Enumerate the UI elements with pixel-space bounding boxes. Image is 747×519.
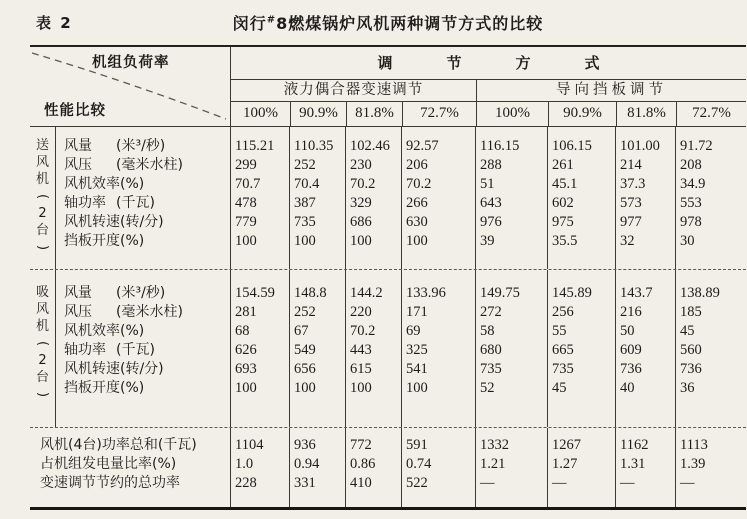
regulation-method-title: 调节方式 [231,47,746,80]
fan-label-char: 台 [35,223,49,238]
table-number-label: 表 2 [36,14,73,32]
value-cell: 206 [406,157,428,173]
value-cell: 256 [552,304,574,320]
value-cell: 50 [620,323,635,339]
fan-label-char: 风 [35,302,49,317]
row-label-name: 风压 [64,157,92,173]
value-cell: 148.8 [294,285,327,301]
row-label [56,213,230,232]
value-cell: 281 [235,304,257,320]
value-cell: 30 [680,233,695,249]
value-cell: 522 [406,475,428,491]
row-label-name: 风量 [64,138,92,154]
row-label [56,175,230,194]
value-cell: 35.5 [552,233,578,249]
value-cell: 37.3 [620,176,646,192]
value-cell: 325 [406,342,428,358]
row-label [56,156,230,175]
row-label-name: 挡板开度(%) [64,380,145,396]
fan-label-char: 台 [35,370,49,385]
value-cell: 665 [552,342,574,358]
value-cell: 609 [620,342,642,358]
value-cell: — [552,475,567,491]
value-cell: 220 [350,304,372,320]
summary-block [30,427,746,507]
data-column [289,270,345,427]
data-column [547,127,615,269]
data-column [615,270,675,427]
value-cell: 410 [350,475,372,491]
value-cell: 45 [552,380,567,396]
row-label [56,360,230,379]
value-cell: 976 [480,214,502,230]
value-cell: 387 [294,195,316,211]
table-body [30,127,746,507]
value-cell: 102.46 [350,138,390,154]
value-cell: 58 [480,323,495,339]
value-cell: 560 [680,342,702,358]
value-cell: 266 [406,195,428,211]
row-label [56,322,230,341]
value-cell: 70.7 [235,176,261,192]
value-cell: 686 [350,214,372,230]
header-right-area [230,47,746,126]
data-column [675,270,745,427]
value-cell: 230 [350,157,372,173]
value-cell: 0.74 [406,456,432,472]
value-cell: 185 [680,304,702,320]
value-cell: 1.21 [480,456,506,472]
value-cell: 70.2 [406,176,432,192]
data-column [547,270,615,427]
row-label-unit: (毫米水柱) [116,304,183,320]
value-cell: 1162 [620,437,649,453]
group-guide-vane: 导向挡板调节 [476,80,746,101]
row-label-name: 风机效率(%) [64,176,145,192]
title-superscript: # [266,14,277,26]
value-cell: 45.1 [552,176,578,192]
value-cell: 1332 [480,437,509,453]
fan-label-char: 吸 [35,285,49,300]
value-cell: 92.57 [406,138,439,154]
value-cell: 32 [620,233,635,249]
fan-label-column [30,127,230,269]
value-cell: 100 [406,380,428,396]
method-group-row [231,80,746,102]
fan-group-vertical-label [30,270,56,427]
summary-row-label: 占机组发电量比率(%) [40,456,177,472]
data-column [475,127,547,269]
row-label-unit: (千瓦) [116,342,155,358]
value-cell: 735 [552,361,574,377]
value-cell: 272 [480,304,502,320]
fan-group-vertical-label [30,127,56,269]
value-cell: 779 [235,214,257,230]
data-column [675,127,745,269]
value-cell: — [680,475,695,491]
value-cell: 100 [235,233,257,249]
load-percent-cell: 72.7% [402,102,476,126]
value-cell: 936 [294,437,316,453]
fan-label-char: 送 [35,138,49,153]
value-cell: 116.15 [480,138,520,154]
value-cell: 443 [350,342,372,358]
load-percent-cell: 100% [243,105,278,121]
value-cell: 214 [620,157,642,173]
data-column [230,127,289,269]
fan-label-char: ( [35,193,50,200]
value-cell: 145.89 [552,285,592,301]
value-cell: 100 [294,233,316,249]
value-cell: 1.27 [552,456,578,472]
value-cell: 149.75 [480,285,520,301]
load-percent-cell: 90.9% [548,102,616,126]
fan-label-char: ) [35,391,50,398]
value-cell: 541 [406,361,428,377]
value-cell: 736 [620,361,642,377]
row-label [56,194,230,213]
value-cell: 52 [480,380,495,396]
value-cell: — [480,475,495,491]
value-cell: 1.31 [620,456,646,472]
value-cell: — [620,475,635,491]
value-cell: 101.00 [620,138,660,154]
data-column [289,127,345,269]
row-label-name: 风压 [64,304,92,320]
summary-labels [30,428,230,507]
value-cell: 288 [480,157,502,173]
row-label-name: 风量 [64,285,92,301]
value-cell: 91.72 [680,138,713,154]
value-cell: 228 [235,475,257,491]
fan-label-column [30,270,230,427]
summary-row-label: 变速调节节约的总功率 [40,475,180,491]
value-cell: 70.4 [294,176,320,192]
row-label-name: 轴功率 [64,342,106,358]
value-cell: 100 [235,380,257,396]
row-label-name: 风机转速(转/分) [64,214,164,230]
value-cell: 977 [620,214,642,230]
row-label-unit: (毫米水柱) [116,157,183,173]
data-column [401,127,475,269]
value-cell: 0.94 [294,456,320,472]
value-cell: 208 [680,157,702,173]
value-cell: 261 [552,157,574,173]
row-label-unit: (千瓦) [116,195,155,211]
value-cell: 975 [552,214,574,230]
load-percent-cell: 81.8% [346,102,402,126]
value-cell: 1.0 [235,456,254,472]
load-percent-cell: 90.9% [290,102,346,126]
row-label [56,379,230,398]
value-cell: 143.7 [620,285,653,301]
value-cell: 216 [620,304,642,320]
value-cell: 252 [294,304,316,320]
value-cell: 978 [680,214,702,230]
row-label [56,232,230,251]
fan-label-char: 风 [35,155,49,170]
row-label [56,341,230,360]
data-column [615,127,675,269]
header-corner-cell [30,47,230,126]
value-cell: 693 [235,361,257,377]
value-cell: 735 [294,214,316,230]
fan-label-char: 机 [35,319,49,334]
row-label-name: 轴功率 [64,195,106,211]
data-column [475,270,547,427]
value-cell: 100 [350,233,372,249]
value-cell: 478 [235,195,257,211]
corner-label-unit-load: 机组负荷率 [92,55,170,71]
data-column [615,428,675,507]
fan-label-char: 2 [38,206,47,221]
value-cell: 553 [680,195,702,211]
data-column [345,127,401,269]
value-cell: 772 [350,437,372,453]
value-cell: 1113 [680,437,708,453]
data-column [345,428,401,507]
data-column [547,428,615,507]
value-cell: 656 [294,361,316,377]
value-cell: 299 [235,157,257,173]
comparison-table [30,45,746,510]
value-cell: 70.2 [350,323,376,339]
value-cell: 680 [480,342,502,358]
summary-row-label: 风机(4台)功率总和(千瓦) [40,437,197,453]
value-cell: 154.59 [235,285,275,301]
value-cell: 573 [620,195,642,211]
value-cell: 69 [406,323,421,339]
table-header [30,47,746,127]
fan-label-char: 2 [38,353,47,368]
row-label-unit: (米³/秒) [116,138,166,154]
fan-block [30,269,746,427]
value-cell: 171 [406,304,428,320]
value-cell: 331 [294,475,316,491]
data-column [401,270,475,427]
load-percent-cell: 100% [476,102,548,126]
caption-row [30,8,746,40]
fan-label-char: ) [35,244,50,251]
row-label-name: 风机效率(%) [64,323,145,339]
value-cell: 602 [552,195,574,211]
page-title: 闵行#8燃煤锅炉风机两种调节方式的比较 [232,14,544,33]
row-labels [56,127,230,269]
data-column [401,428,475,507]
value-cell: 67 [294,323,309,339]
load-percent-cell: 72.7% [676,102,746,126]
value-cell: 615 [350,361,372,377]
value-cell: 138.89 [680,285,720,301]
value-cell: 643 [480,195,502,211]
value-cell: 55 [552,323,567,339]
value-cell: 110.35 [294,138,334,154]
data-column [345,270,401,427]
value-cell: 736 [680,361,702,377]
data-column [475,428,547,507]
value-cell: 0.86 [350,456,376,472]
value-cell: 630 [406,214,428,230]
value-cell: 51 [480,176,495,192]
value-cell: 133.96 [406,285,446,301]
value-cell: 591 [406,437,428,453]
value-cell: 100 [294,380,316,396]
value-cell: 39 [480,233,495,249]
row-labels [56,270,230,427]
row-label-name: 风机转速(转/分) [64,361,164,377]
value-cell: 100 [350,380,372,396]
fan-block [30,127,746,269]
value-cell: 100 [406,233,428,249]
value-cell: 40 [620,380,635,396]
value-cell: 45 [680,323,695,339]
value-cell: 115.21 [235,138,275,154]
fan-label-char: ( [35,340,50,347]
value-cell: 549 [294,342,316,358]
value-cell: 70.2 [350,176,376,192]
group-hydraulic-coupling: 液力偶合器变速调节 [283,82,424,98]
data-column [230,270,289,427]
fan-label-char: 机 [35,172,49,187]
value-cell: 735 [480,361,502,377]
value-cell: 1104 [235,437,264,453]
row-label [56,137,230,156]
row-label-unit: (米³/秒) [116,285,166,301]
row-label [56,284,230,303]
corner-label-performance: 性能比较 [44,103,106,119]
data-column [289,428,345,507]
row-label-name: 挡板开度(%) [64,233,145,249]
value-cell: 36 [680,380,695,396]
value-cell: 329 [350,195,372,211]
load-percent-cell: 81.8% [616,102,676,126]
load-percent-row [231,102,746,126]
value-cell: 1.39 [680,456,706,472]
value-cell: 144.2 [350,285,383,301]
value-cell: 626 [235,342,257,358]
value-cell: 68 [235,323,250,339]
data-column [675,428,745,507]
data-column [230,428,289,507]
value-cell: 34.9 [680,176,706,192]
value-cell: 252 [294,157,316,173]
value-cell: 106.15 [552,138,592,154]
value-cell: 1267 [552,437,581,453]
row-label [56,303,230,322]
